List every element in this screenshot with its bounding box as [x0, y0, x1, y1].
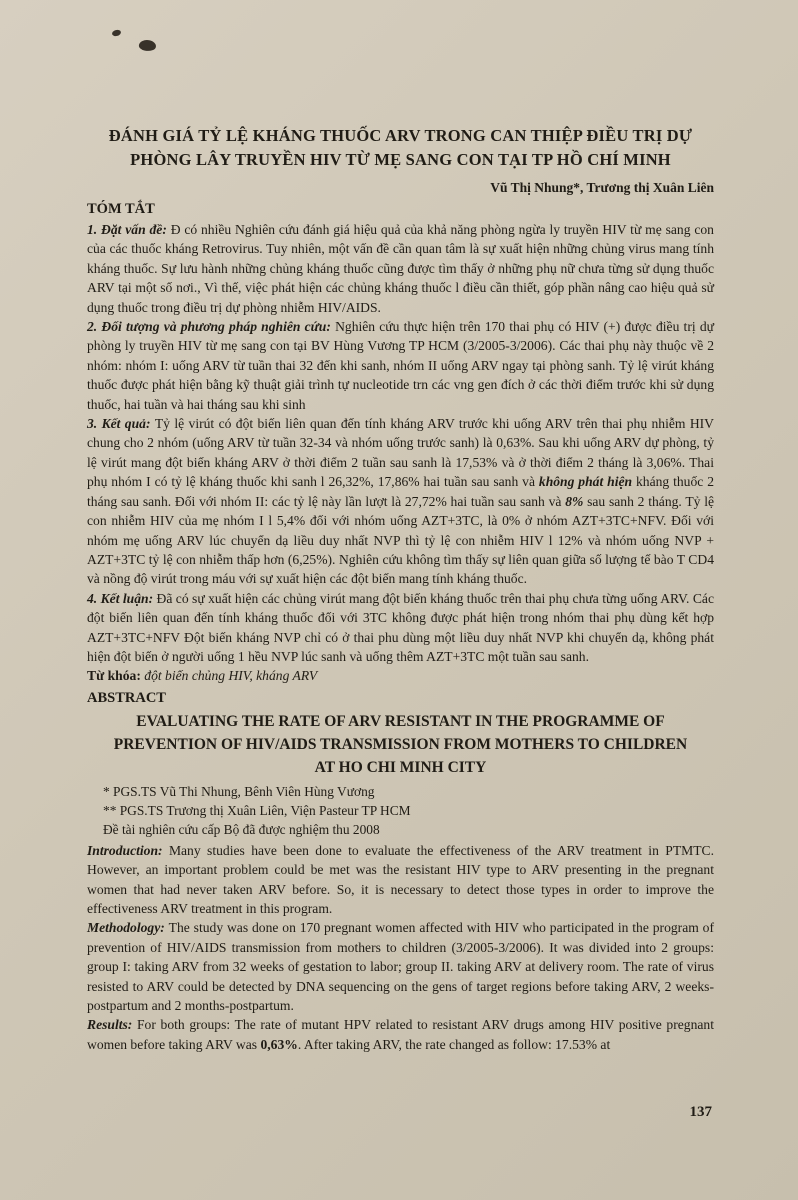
page-number: 137 — [689, 1104, 712, 1120]
tom-tat-heading: TÓM TẮT — [87, 201, 155, 217]
paragraph-doi-tuong-phuong-phap: 2. Đối tượng và phương pháp nghiên cứu: Nghiên cứu thực hiện trên 170 thai phụ có HIV (+) được điều trị dự phòng ly truyền HIV từ mẹ sang con tại BV Hùng Vương TP HCM (3/2005-3/2006). Các thai phụ này thuộc về 2 nhóm: nhóm I: uống ARV từ tuần thai 32 đến khi sanh, nhóm II uống ARV ngay tại phòng sanh. Tỷ lệ virút kháng thuốc được phát hiện bằng kỹ thuật giải trình tự nucleotide trn các vng gen đích ở các thời điểm trước khi sử dụng thuốc, hai tuần và hai tháng sau khi sinh — [87, 319, 714, 412]
paragraph-introduction: Introduction: Many studies have been done to evaluate the effectiveness of the ARV treatment in PTMTC. However, an important problem could be met was the resistant HIV type to ARV presenting in the pregnant women that had never taken ARV before. So, it is necessary to detect those types in order to improve the effectiveness ARV treatment in this program. — [87, 842, 714, 916]
affiliation-line-2: ** PGS.TS Trương thị Xuân Liên, Viện Pasteur TP HCM — [103, 802, 411, 818]
paper-title-vietnamese — [87, 124, 714, 172]
ink-blot-icon — [138, 39, 157, 53]
keywords-line: Từ khóa: đột biến chủng HIV, kháng ARV — [87, 668, 318, 684]
en-title-line-3: AT HO CHI MINH CITY — [314, 758, 487, 776]
paragraph-dat-van-de: 1. Đặt vấn đề: Đ có nhiều Nghiên cứu đánh giá hiệu quả của khả năng phòng ngừa ly truyền HIV từ mẹ sang con của các thuốc kháng Retrovirus. Tuy nhiên, một vấn đề cần quan tâm là sự xuất hiện những chủng virus mang tính kháng thuốc. Sự lưu hành những chủng kháng thuốc cũng được tìm thấy ở những phụ nữ chưa từng sử dụng thuốc ARV tại một số nơi., Vì thế, việc phát hiện các chủng kháng thuốc l điều cần thiết, góp phần nâng cao hiệu quả sử dụng thuốc trong điều trị dự phòng nhiễm HIV/AIDS. — [87, 222, 714, 315]
affiliations-block — [87, 782, 714, 839]
page-content — [87, 124, 714, 1054]
en-title-line-1: EVALUATING THE RATE OF ARV RESISTANT IN THE PROGRAMME OF — [136, 712, 665, 730]
affiliation-line-3: Đề tài nghiên cứu cấp Bộ đã được nghiệm thu 2008 — [103, 821, 380, 837]
paragraph-ket-qua: 3. Kết quả: Tỷ lệ virút có đột biến liên quan đến tính kháng ARV trước khi uống ARV trên thai phụ nhiễm HIV chung cho 2 nhóm (uống ARV từ tuần 32-34 và nhóm uống trước sanh) là 0,63%. Sau khi uống ARV dự phòng, tỷ lệ virút mang đột biến kháng ARV ở thời điểm 2 tuần sau sanh là 17,53% và ở thời điểm 2 tháng là 3,06%. Thai phụ nhóm I có tỷ lệ kháng thuốc khi sanh l 26,32%, 17,86% hai tuần sau sanh và không phát hiện kháng thuốc 2 tháng sau sanh. Đối với nhóm II: các tỷ lệ này lần lượt là 27,72% hai tuần sau sanh và 8% sau sanh 2 tháng. Tỷ lệ con nhiễm HIV của mẹ nhóm I l 5,4% đối với nhóm uống AZT+3TC, là 0% ở nhóm AZT+3TC+NFV. Đối với nhóm mẹ uống ARV lúc chuyển dạ liều duy nhất NVP thì tỷ lệ con nhiễm HIV l 12% và nhóm uống NVP + AZT+3TC tỷ lệ con nhiễm thấp hơn (6,25%). Nghiên cứu không tìm thấy sự liên quan giữa số lượng tế bào T CD4 và nồng độ virút trong máu với sự xuất hiện các đột biến mang tính kháng thuốc. — [87, 416, 715, 587]
ink-blot-icon — [111, 29, 121, 37]
paragraph-methodology: Methodology: The study was done on 170 pregnant women affected with HIV who participated in the program of prevention of HIV/AIDS transmission from mothers to children (3/2005-3/2006). It was divided into 2 groups: group I: taking ARV from 32 weeks of gestation to labor; group II. taking ARV at delivery room. The rate of virus resisted to ARV could be detected by DNA sequencing on the gens of target regions before taking ARV, 2 weeks- postpartum and 2 months-postpartum. — [87, 920, 714, 1013]
title-line-2: PHÒNG LÂY TRUYỀN HIV TỪ MẸ SANG CON TẠI TP HỒ CHÍ MINH — [130, 150, 671, 169]
paragraph-ket-luan: 4. Kết luận: Đã có sự xuất hiện các chủng virút mang đột biến kháng thuốc trên thai phụ chưa từng uống ARV. Các đột biến liên quan đến tính kháng thuốc đối với 3TC không được phát hiện trong nhóm thai phụ dùng kết hợp AZT+3TC+NFV Đột biến kháng NVP chỉ có ở thai phu dùng một liều duy nhất NVP khi chuyển dạ, không phát hiện đột biến ở người uống 1 hều NVP lúc sanh và uống thêm AZT+3TC một tuần sau sanh. — [87, 590, 714, 664]
abstract-heading: ABSTRACT — [87, 689, 166, 706]
paper-title-english — [87, 710, 714, 779]
paragraph-results: Results: For both groups: The rate of mutant HPV related to resistant ARV drugs among HIV positive pregnant women before taking ARV was 0,63%. After taking ARV, the rate changed as follow: 17.53% at — [87, 1017, 714, 1052]
authors-line: Vũ Thị Nhung*, Trương thị Xuân Liên — [490, 180, 714, 195]
en-title-line-2: PREVENTION OF HIV/AIDS TRANSMISSION FROM MOTHERS TO CHILDREN — [113, 735, 688, 753]
affiliation-line-1: * PGS.TS Vũ Thi Nhung, Bênh Viên Hùng Vương — [103, 783, 375, 799]
title-line-1: ĐÁNH GIÁ TỶ LỆ KHÁNG THUỐC ARV TRONG CAN THIỆP ĐIỀU TRỊ DỰ — [108, 126, 693, 145]
